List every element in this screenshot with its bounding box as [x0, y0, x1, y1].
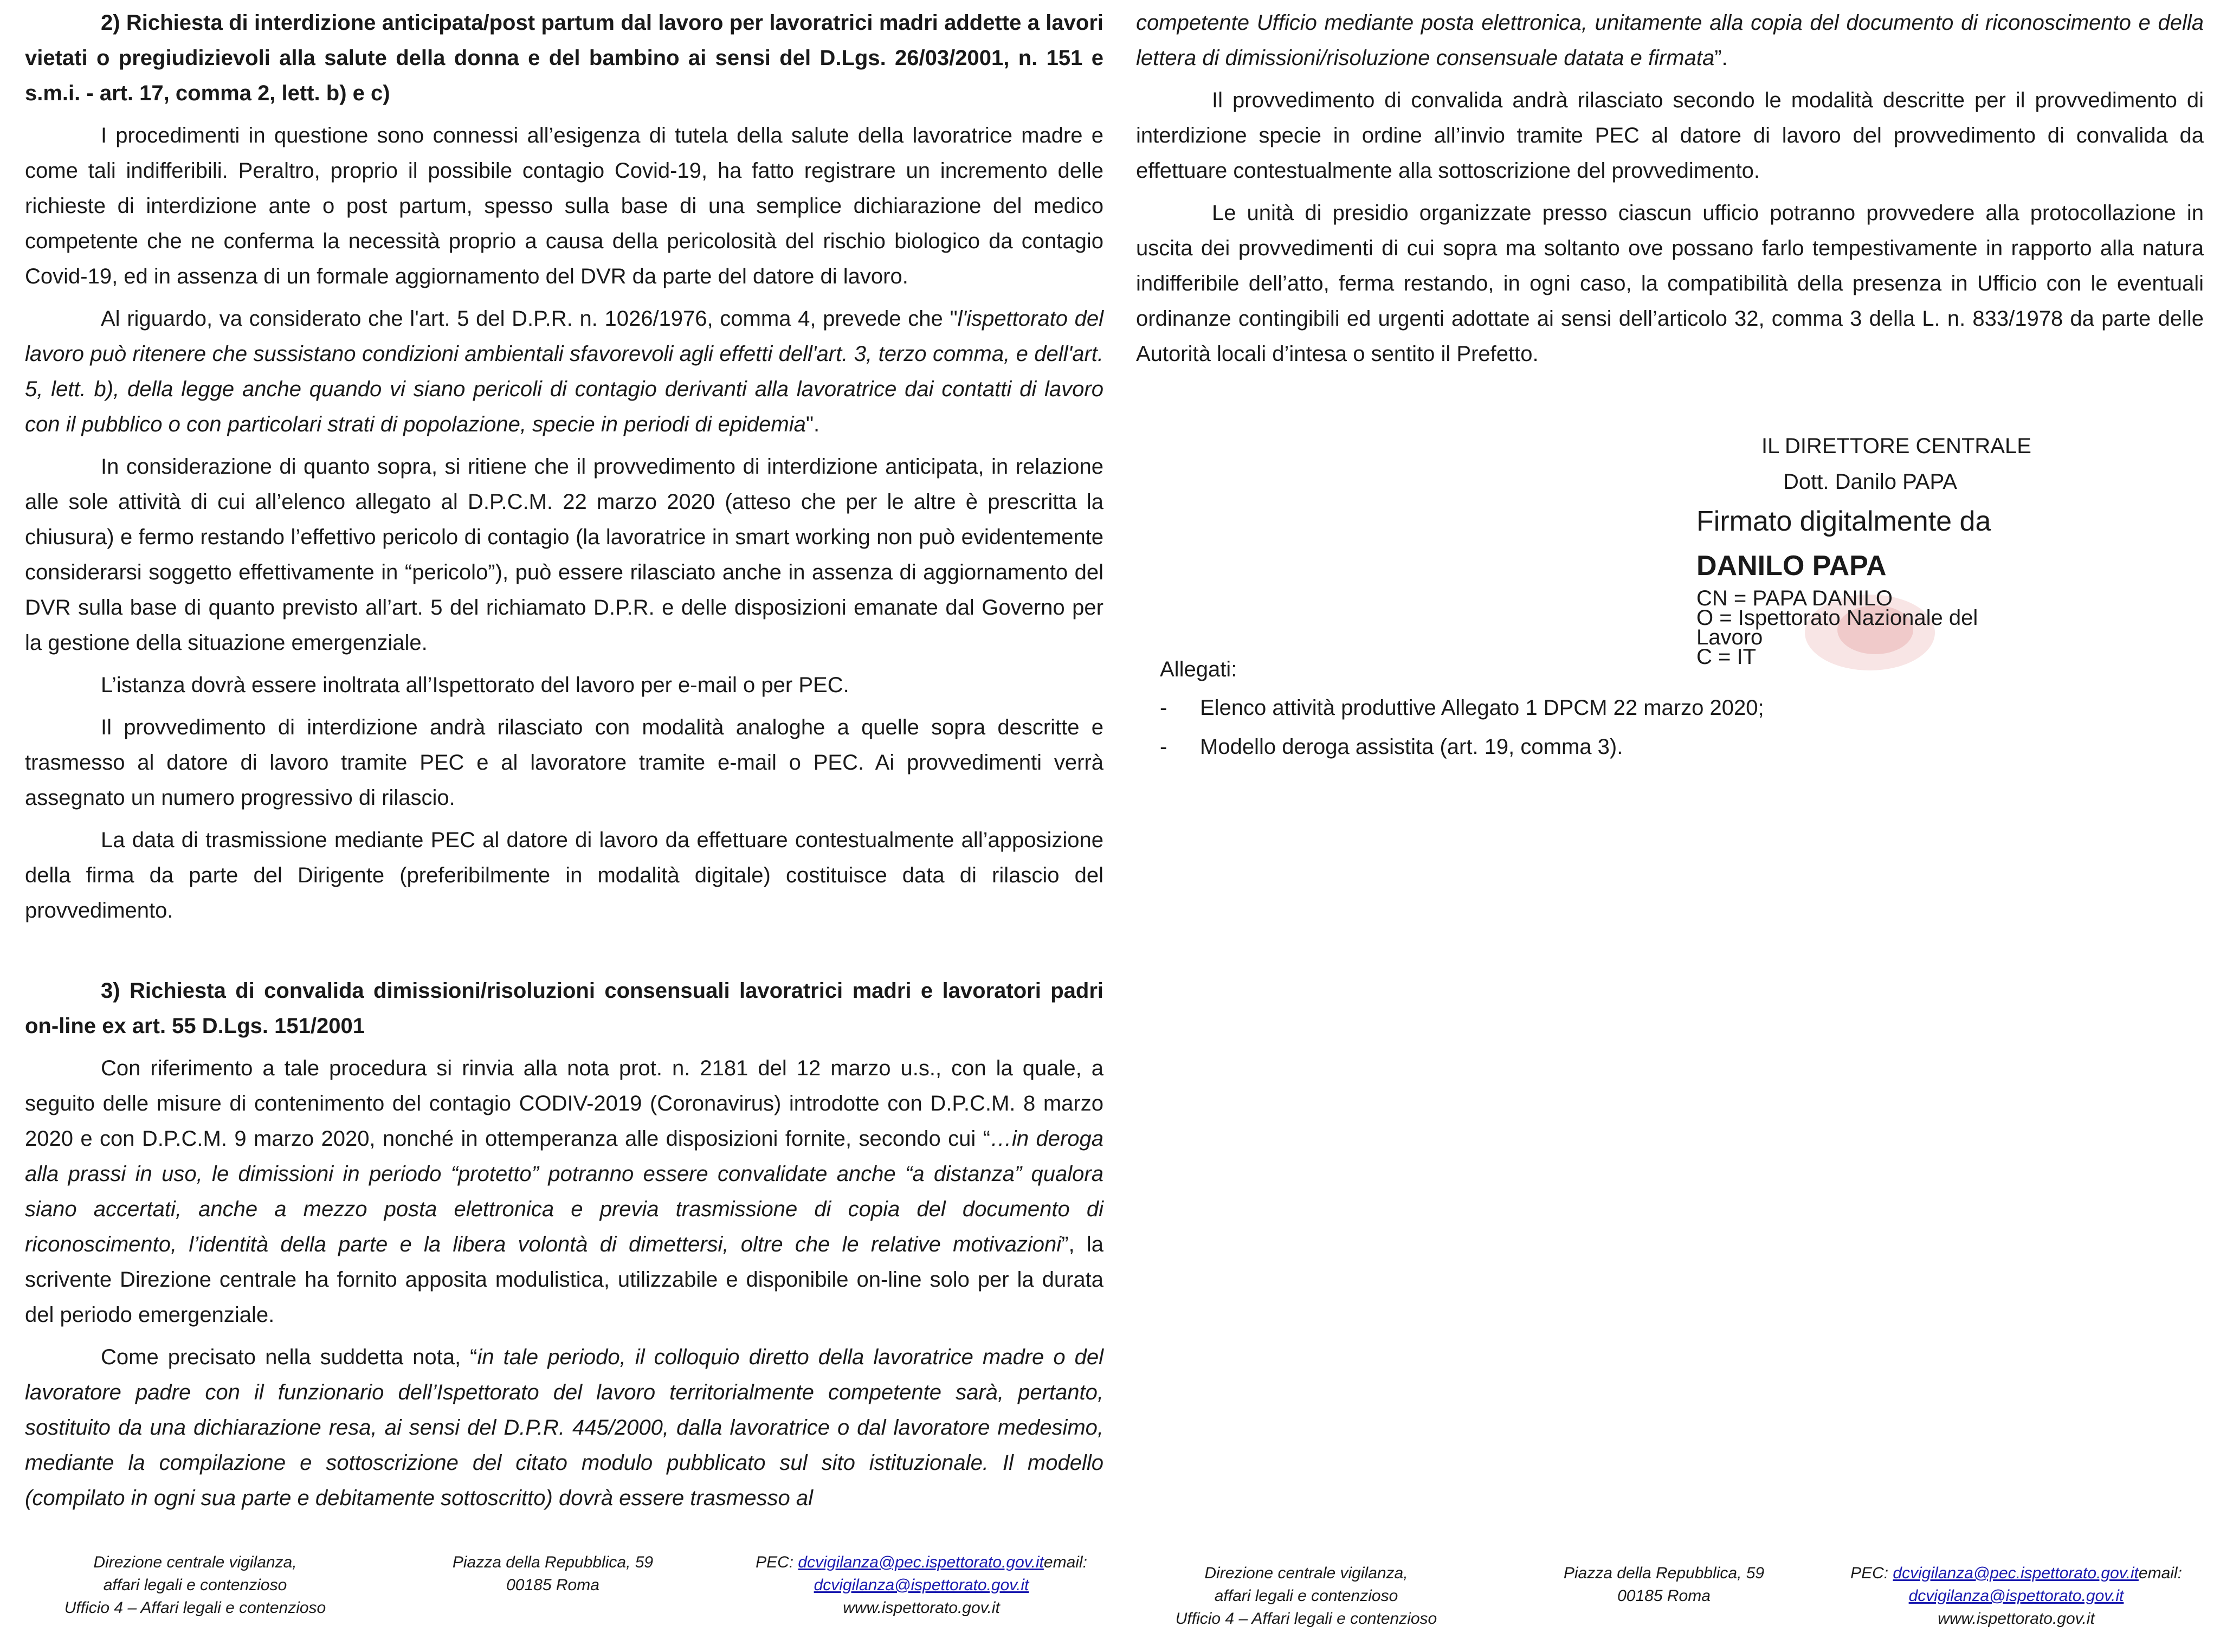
- paragraph: Come precisato nella suddetta nota, “in tale periodo, il colloquio diretto della lavoratrice madre o del lavoratore padre con il funzionario dell’Ispettorato del lavoro territorialmente competente sarà, pertanto, sostituito da una dichiarazione resa, ai sensi del D.P.R. 445/2000, dalla lavoratrice o dal lavoratore medesimo, mediante la compilazione e sottoscrizione del citato modulo pubblicato sul sito istituzionale. Il modello (compilato in ogni sua parte e debitamente sottoscritto) dovrà essere trasmesso al: [25, 1345, 1104, 1510]
- footer-department: Direzione centrale vigilanza, affari legali e contenzioso Ufficio 4 – Affari legali e contenzioso: [64, 1553, 326, 1617]
- paragraph: Con riferimento a tale procedura si rinvia alla nota prot. n. 2181 del 12 marzo u.s., con la quale, a seguito delle misure di contenimento del contagio CODIV-2019 (Coronavirus) introdotte con D.P.C.M. 8 marzo 2020 e con D.P.C.M. 9 marzo 2020, nonché in ottemperanza alle disposizioni fornite, secondo cui “…in deroga alla prassi in uso, le dimissioni in periodo “protetto” potranno essere convalidate anche “a distanza” qualora siano accertati, anche a mezzo posta elettronica e previa trasmissione di copia del documento di riconoscimento, l’identità della parte e la libera volontà di dimettersi, oltre che le relative motivazioni”, la scrivente Direzione centrale ha fornito apposita modulistica, utilizzabile e disponibile on-line solo per la durata del periodo emergenziale.: [25, 1056, 1104, 1327]
- signatory-title: IL DIRETTORE CENTRALE: [1761, 434, 2031, 458]
- signatory-name: Dott. Danilo PAPA: [1783, 470, 1957, 494]
- left-column: [25, 5, 1103, 1523]
- paragraph: Al riguardo, va considerato che l'art. 5 del D.P.R. n. 1026/1976, comma 4, prevede che "l'ispettorato del lavoro può ritenere che sussistano condizioni ambientali sfavorevoli agli effetti dell'art. 3, terzo comma, e dell'art. 5, lett. b), della legge anche quando vi siano pericoli di contagio derivanti alla lavoratrice dai contatti di lavoro con il pubblico o con particolari strati di popolazione, specie in periodi di epidemia".: [25, 307, 1103, 436]
- paragraph: Le unità di presidio organizzate presso ciascun ufficio potranno provvedere alla protocollazione in uscita dei provvedimenti di cui sopra ma soltanto ove possano farlo tempestivamente in rapporto alla natura indifferibile dell’atto, ferma restando, in ogni caso, la compatibilità della presenza in Ufficio con le eventuali ordinanze contingibili ed urgenti adottate ai sensi dell’articolo 32, comma 3 della L. n. 833/1978 da parte delle Autorità locali d’intesa o sentito il Prefetto.: [1136, 201, 2204, 366]
- quoted-text: competente Ufficio mediante posta elettronica, unitamente alla copia del documento di riconoscimento e della lettera di dimissioni/risoluzione consensuale datata e firmata: [1136, 11, 2204, 70]
- paragraph: Il provvedimento di convalida andrà rilasciato secondo le modalità descritte per il provvedimento di interdizione specie in ordine all’invio tramite PEC al datore di lavoro del provvedimento di convalida da effettuare contestualmente alla sottoscrizione del provvedimento.: [1136, 88, 2204, 183]
- paragraph: competente Ufficio mediante posta elettronica, unitamente alla copia del documento di riconoscimento e della lettera di dimissioni/risoluzione consensuale datata e firmata”.: [1136, 11, 2204, 70]
- paragraph: I procedimenti in questione sono connessi all’esigenza di tutela della salute della lavoratrice madre e come tali indifferibili. Peraltro, proprio il possibile contagio Covid-19, ha fatto registrare un incremento delle richieste di interdizione ante o post partum, spesso sulla base di una semplice dichiarazione del medico competente che ne conferma la necessità proprio a causa della pericolosità del rischio biologico da contagio Covid-19, ed in assenza di un formale aggiornamento del DVR da parte del datore di lavoro.: [25, 124, 1103, 288]
- list-item: - Elenco attività produttive Allegato 1 DPCM 22 marzo 2020;: [1160, 696, 1764, 720]
- section-2-heading: 2) Richiesta di interdizione anticipata/post partum dal lavoro per lavoratrici madri addette a lavori vietati o pregiudizievoli alla salute della donna e del bambino ai sensi del D.Lgs. 26/03/2001, n. 151 e s.m.i. - art. 17, comma 2, lett. b) e c): [25, 11, 1103, 105]
- footer-contacts: PEC: dcvigilanza@pec.ispettorato.gov.itemail: dcvigilanza@ispettorato.gov.it www.ispettorato.gov.it: [1821, 1562, 2211, 1630]
- website-text: www.ispettorato.gov.it: [1938, 1610, 2095, 1628]
- website-text: www.ispettorato.gov.it: [843, 1599, 1000, 1617]
- digital-signature-stamp: [1696, 500, 2049, 667]
- paragraph: Il provvedimento di interdizione andrà rilasciato con modalità analoghe a quelle sopra descritte e trasmesso al datore di lavoro tramite PEC e al lavoratore tramite e-mail o PEC. Ai provvedimenti verrà assegnato un numero progressivo di rilascio.: [25, 715, 1103, 810]
- footer-address: Piazza della Repubblica, 59 00185 Roma: [1563, 1564, 1765, 1605]
- attachments-section: [1160, 650, 2081, 766]
- footer-contacts: PEC: dcvigilanza@pec.ispettorato.gov.itemail: dcvigilanza@ispettorato.gov.it www.ispettorato.gov.it: [726, 1551, 1117, 1619]
- quoted-text: in tale periodo, il colloquio diretto della lavoratrice madre o del lavoratore padre con il funzionario dell’Ispettorato del lavoro territorialmente competente sarà, pertanto, sostituito da una dichiarazione resa, ai sensi del D.P.R. 445/2000, dalla lavoratrice o dal lavoratore medesimo, mediante la compilazione e sottoscrizione del citato modulo pubblicato sul sito istituzionale. Il modello (compilato in ogni sua parte e debitamente sottoscritto) dovrà essere trasmesso al: [25, 1345, 1104, 1510]
- paragraph: La data di trasmissione mediante PEC al datore di lavoro da effettuare contestualmente all’apposizione della firma da parte del Dirigente (preferibilmente in modalità digitale) costituisce data di rilascio del provvedimento.: [25, 828, 1103, 922]
- signature-block: [1696, 428, 2076, 667]
- paragraph: In considerazione di quanto sopra, si ritiene che il provvedimento di interdizione anticipata, in relazione alle sole attività di cui all’elenco allegato al D.P.C.M. 22 marzo 2020 (atteso che per le altre è prescritta la chiusura) e fermo restando l’effettivo pericolo di contagio (la lavoratrice in smart working non può evidentemente considerarsi soggetto effettivamente in “pericolo”), può essere rilasciato anche in assenza di aggiornamento del DVR sulla base di quanto previsto all’art. 5 del richiamato D.P.R. e delle disposizioni emanate dal Governo per la gestione della situazione emergenziale.: [25, 455, 1103, 655]
- footer-department: Direzione centrale vigilanza, affari legali e contenzioso Ufficio 4 – Affari legali e contenzioso: [1175, 1564, 1437, 1628]
- stamp-cn: CN = PAPA DANILO: [1696, 586, 1893, 610]
- section-3-heading: 3) Richiesta di convalida dimissioni/risoluzioni consensuali lavoratrici madri e lavoratori padri on-line ex art. 55 D.Lgs. 151/2001: [25, 979, 1103, 1038]
- right-column: [1136, 5, 2204, 379]
- stamp-country: C = IT: [1696, 645, 1757, 669]
- attachments-title: Allegati:: [1160, 657, 1237, 681]
- attachments-list: [1160, 688, 2081, 766]
- page-right: [1122, 0, 2220, 1652]
- pec-email-link[interactable]: dcvigilanza@pec.ispettorato.gov.it: [798, 1553, 1044, 1571]
- email-link[interactable]: dcvigilanza@ispettorato.gov.it: [814, 1576, 1029, 1594]
- quoted-text: l'ispettorato del lavoro può ritenere che sussistano condizioni ambientali sfavorevoli agli effetti dell'art. 3, terzo comma, e dell'art. 5, lett. b), della legge anche quando vi siano pericoli di contagio derivanti alla lavoratrice dai contatti di lavoro con il pubblico o con particolari strati di popolazione, specie in periodi di epidemia: [25, 307, 1103, 436]
- paragraph: L’istanza dovrà essere inoltrata all’Ispettorato del lavoro per e-mail o per PEC.: [101, 673, 849, 697]
- footer-address: Piazza della Repubblica, 59 00185 Roma: [452, 1553, 654, 1594]
- stamp-organization: O = Ispettorato Nazionale del Lavoro: [1696, 606, 1978, 649]
- email-link[interactable]: dcvigilanza@ispettorato.gov.it: [1908, 1587, 2124, 1605]
- stamp-heading: Firmato digitalmente da: [1696, 506, 1991, 537]
- list-item: - Modello deroga assistita (art. 19, comma 3).: [1160, 735, 1623, 759]
- stamp-signer-name: DANILO PAPA: [1696, 550, 1887, 582]
- pec-email-link[interactable]: dcvigilanza@pec.ispettorato.gov.it: [1893, 1564, 2139, 1582]
- quoted-text: …in deroga alla prassi in uso, le dimissioni in periodo “protetto” potranno essere convalidate anche “a distanza” qualora siano accertati, anche a mezzo posta elettronica e previa trasmissione di copia del documento di riconoscimento, l’identità della parte e la libera volontà di dimettersi, oltre che le relative motivazioni: [25, 1127, 1104, 1256]
